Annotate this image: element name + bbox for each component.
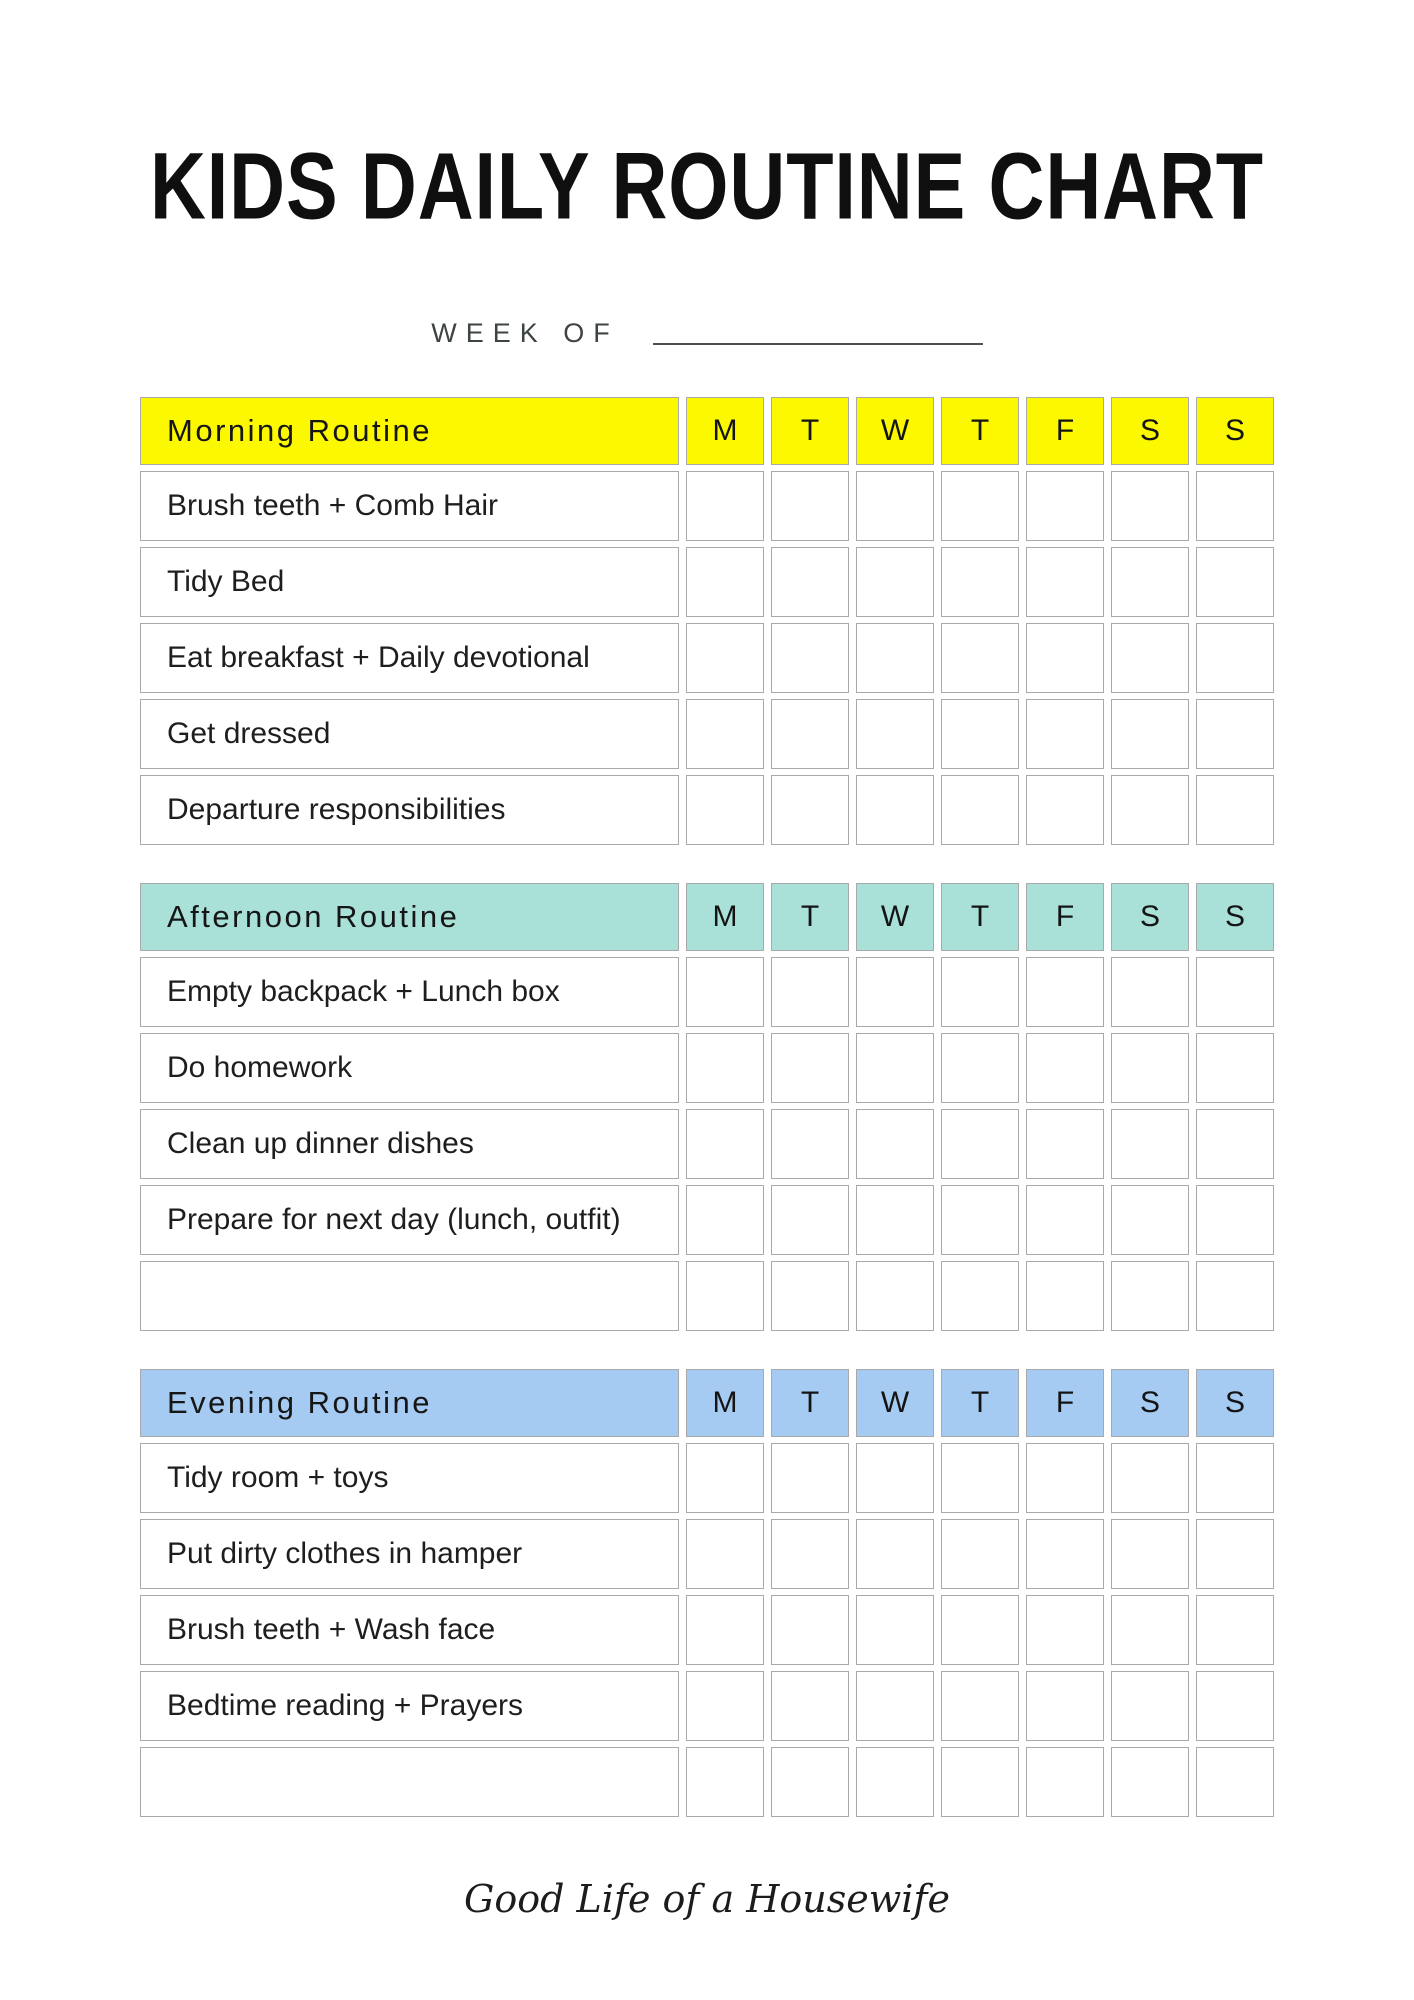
section-evening-routine — [140, 1369, 1274, 1817]
checkbox-cell[interactable] — [1196, 623, 1274, 693]
checkbox-cell[interactable] — [1026, 1519, 1104, 1589]
checkbox-cell[interactable] — [771, 775, 849, 845]
task-label: Tidy room + toys — [140, 1443, 679, 1513]
table-row — [140, 957, 1274, 1027]
page-title: KIDS DAILY ROUTINE CHART — [150, 132, 1264, 239]
task-label: Clean up dinner dishes — [140, 1109, 679, 1179]
task-label: Eat breakfast + Daily devotional — [140, 623, 679, 693]
table-row — [140, 1261, 1274, 1331]
checkbox-cell[interactable] — [941, 1443, 1019, 1513]
checkbox-cell[interactable] — [686, 1747, 764, 1817]
checkbox-cell[interactable] — [1111, 699, 1189, 769]
day-header: W — [856, 1369, 934, 1437]
day-header: F — [1026, 1369, 1104, 1437]
day-header: T — [941, 397, 1019, 465]
checkbox-cell[interactable] — [941, 1185, 1019, 1255]
checkbox-cell[interactable] — [1111, 471, 1189, 541]
checkbox-cell[interactable] — [856, 775, 934, 845]
day-header: M — [686, 397, 764, 465]
routine-tables — [140, 397, 1274, 1817]
task-label-empty — [140, 1261, 679, 1331]
checkbox-cell[interactable] — [1196, 471, 1274, 541]
checkbox-cell[interactable] — [856, 1261, 934, 1331]
task-label: Get dressed — [140, 699, 679, 769]
task-label: Brush teeth + Comb Hair — [140, 471, 679, 541]
checkbox-cell[interactable] — [856, 1443, 934, 1513]
checkbox-cell[interactable] — [1026, 957, 1104, 1027]
checkbox-cell[interactable] — [941, 1033, 1019, 1103]
checkbox-cell[interactable] — [771, 1033, 849, 1103]
day-header: M — [686, 1369, 764, 1437]
checkbox-cell[interactable] — [1111, 1519, 1189, 1589]
checkbox-cell[interactable] — [686, 623, 764, 693]
checkbox-cell[interactable] — [771, 957, 849, 1027]
checkbox-cell[interactable] — [1026, 1185, 1104, 1255]
day-header: T — [771, 1369, 849, 1437]
checkbox-cell[interactable] — [856, 471, 934, 541]
checkbox-cell[interactable] — [1026, 775, 1104, 845]
task-label-empty — [140, 1747, 679, 1817]
table-row — [140, 471, 1274, 541]
checkbox-cell[interactable] — [1196, 957, 1274, 1027]
checkbox-cell[interactable] — [771, 1747, 849, 1817]
week-of-input-line[interactable] — [653, 343, 983, 345]
checkbox-cell[interactable] — [856, 1033, 934, 1103]
day-header: S — [1111, 397, 1189, 465]
section-title: Afternoon Routine — [140, 883, 679, 951]
day-header: F — [1026, 397, 1104, 465]
checkbox-cell[interactable] — [1111, 957, 1189, 1027]
checkbox-cell[interactable] — [686, 471, 764, 541]
checkbox-cell[interactable] — [686, 547, 764, 617]
checkbox-cell[interactable] — [1026, 1595, 1104, 1665]
day-header: S — [1111, 883, 1189, 951]
checkbox-cell[interactable] — [1196, 699, 1274, 769]
table-row — [140, 1443, 1274, 1513]
checkbox-cell[interactable] — [771, 623, 849, 693]
checkbox-cell[interactable] — [771, 1261, 849, 1331]
checkbox-cell[interactable] — [771, 1185, 849, 1255]
checkbox-cell[interactable] — [941, 699, 1019, 769]
checkbox-cell[interactable] — [1026, 699, 1104, 769]
checkbox-cell[interactable] — [1111, 1671, 1189, 1741]
section-title: Morning Routine — [140, 397, 679, 465]
day-header: W — [856, 883, 934, 951]
checkbox-cell[interactable] — [1196, 1109, 1274, 1179]
checkbox-cell[interactable] — [941, 1261, 1019, 1331]
task-label: Empty backpack + Lunch box — [140, 957, 679, 1027]
section-title: Evening Routine — [140, 1369, 679, 1437]
checkbox-cell[interactable] — [1026, 1443, 1104, 1513]
checkbox-cell[interactable] — [856, 1109, 934, 1179]
checkbox-cell[interactable] — [941, 1595, 1019, 1665]
checkbox-cell[interactable] — [1026, 1671, 1104, 1741]
checkbox-cell[interactable] — [1111, 1261, 1189, 1331]
section-header-row — [140, 1369, 1274, 1437]
day-header: S — [1111, 1369, 1189, 1437]
task-label: Brush teeth + Wash face — [140, 1595, 679, 1665]
checkbox-cell[interactable] — [686, 1519, 764, 1589]
checkbox-cell[interactable] — [686, 1595, 764, 1665]
checkbox-cell[interactable] — [1196, 1033, 1274, 1103]
checkbox-cell[interactable] — [771, 1519, 849, 1589]
table-row — [140, 547, 1274, 617]
task-label: Prepare for next day (lunch, outfit) — [140, 1185, 679, 1255]
checkbox-cell[interactable] — [1111, 1747, 1189, 1817]
day-header: S — [1196, 397, 1274, 465]
checkbox-cell[interactable] — [1026, 1747, 1104, 1817]
checkbox-cell[interactable] — [1111, 1595, 1189, 1665]
checkbox-cell[interactable] — [856, 547, 934, 617]
section-afternoon-routine — [140, 883, 1274, 1331]
checkbox-cell[interactable] — [1026, 1109, 1104, 1179]
brand-logo-text: Good Life of a Housewife — [463, 1877, 950, 1921]
checkbox-cell[interactable] — [1111, 547, 1189, 617]
task-label: Put dirty clothes in hamper — [140, 1519, 679, 1589]
table-row — [140, 1519, 1274, 1589]
checkbox-cell[interactable] — [1026, 471, 1104, 541]
checkbox-cell[interactable] — [1196, 1747, 1274, 1817]
day-header: T — [941, 883, 1019, 951]
checkbox-cell[interactable] — [686, 1109, 764, 1179]
checkbox-cell[interactable] — [856, 957, 934, 1027]
checkbox-cell[interactable] — [686, 1443, 764, 1513]
section-header-row — [140, 397, 1274, 465]
table-row — [140, 775, 1274, 845]
table-row — [140, 699, 1274, 769]
checkbox-cell[interactable] — [941, 775, 1019, 845]
checkbox-cell[interactable] — [1196, 1443, 1274, 1513]
day-header: T — [941, 1369, 1019, 1437]
checkbox-cell[interactable] — [771, 547, 849, 617]
checkbox-cell[interactable] — [856, 1671, 934, 1741]
checkbox-cell[interactable] — [941, 1671, 1019, 1741]
checkbox-cell[interactable] — [1196, 1261, 1274, 1331]
checkbox-cell[interactable] — [771, 699, 849, 769]
task-label: Tidy Bed — [140, 547, 679, 617]
table-row — [140, 1185, 1274, 1255]
week-of-label: WEEK OF — [431, 318, 619, 348]
table-row — [140, 1747, 1274, 1817]
checkbox-cell[interactable] — [686, 1033, 764, 1103]
checkbox-cell[interactable] — [941, 623, 1019, 693]
checkbox-cell[interactable] — [771, 1671, 849, 1741]
checkbox-cell[interactable] — [686, 699, 764, 769]
checkbox-cell[interactable] — [1026, 623, 1104, 693]
checkbox-cell[interactable] — [941, 1519, 1019, 1589]
section-morning-routine — [140, 397, 1274, 845]
checkbox-cell[interactable] — [1196, 1519, 1274, 1589]
checkbox-cell[interactable] — [1026, 547, 1104, 617]
checkbox-cell[interactable] — [1196, 547, 1274, 617]
day-header: T — [771, 397, 849, 465]
checkbox-cell[interactable] — [686, 1185, 764, 1255]
day-header: W — [856, 397, 934, 465]
day-header: T — [771, 883, 849, 951]
checkbox-cell[interactable] — [1111, 1185, 1189, 1255]
checkbox-cell[interactable] — [686, 957, 764, 1027]
task-label: Bedtime reading + Prayers — [140, 1671, 679, 1741]
checkbox-cell[interactable] — [856, 1519, 934, 1589]
checkbox-cell[interactable] — [771, 1443, 849, 1513]
checkbox-cell[interactable] — [941, 1109, 1019, 1179]
checkbox-cell[interactable] — [686, 775, 764, 845]
checkbox-cell[interactable] — [771, 1109, 849, 1179]
checkbox-cell[interactable] — [856, 1185, 934, 1255]
checkbox-cell[interactable] — [1111, 1443, 1189, 1513]
week-of-row — [0, 318, 1414, 351]
table-row — [140, 1671, 1274, 1741]
checkbox-cell[interactable] — [1026, 1033, 1104, 1103]
checkbox-cell[interactable] — [686, 1261, 764, 1331]
table-row — [140, 1109, 1274, 1179]
day-header: S — [1196, 1369, 1274, 1437]
checkbox-cell[interactable] — [771, 1595, 849, 1665]
checkbox-cell[interactable] — [1111, 775, 1189, 845]
checkbox-cell[interactable] — [856, 1747, 934, 1817]
checkbox-cell[interactable] — [856, 1595, 934, 1665]
checkbox-cell[interactable] — [1196, 1671, 1274, 1741]
checkbox-cell[interactable] — [1111, 1109, 1189, 1179]
table-row — [140, 1595, 1274, 1665]
day-header: M — [686, 883, 764, 951]
checkbox-cell[interactable] — [941, 1747, 1019, 1817]
checkbox-cell[interactable] — [1026, 1261, 1104, 1331]
checkbox-cell[interactable] — [771, 471, 849, 541]
checkbox-cell[interactable] — [1196, 1595, 1274, 1665]
table-row — [140, 1033, 1274, 1103]
checkbox-cell[interactable] — [1111, 1033, 1189, 1103]
checkbox-cell[interactable] — [686, 1671, 764, 1741]
checkbox-cell[interactable] — [1196, 1185, 1274, 1255]
table-row — [140, 623, 1274, 693]
section-header-row — [140, 883, 1274, 951]
task-label: Departure responsibilities — [140, 775, 679, 845]
checkbox-cell[interactable] — [941, 957, 1019, 1027]
day-header: F — [1026, 883, 1104, 951]
checkbox-cell[interactable] — [856, 623, 934, 693]
task-label: Do homework — [140, 1033, 679, 1103]
checkbox-cell[interactable] — [856, 699, 934, 769]
checkbox-cell[interactable] — [941, 471, 1019, 541]
day-header: S — [1196, 883, 1274, 951]
checkbox-cell[interactable] — [1111, 623, 1189, 693]
checkbox-cell[interactable] — [1196, 775, 1274, 845]
checkbox-cell[interactable] — [941, 547, 1019, 617]
